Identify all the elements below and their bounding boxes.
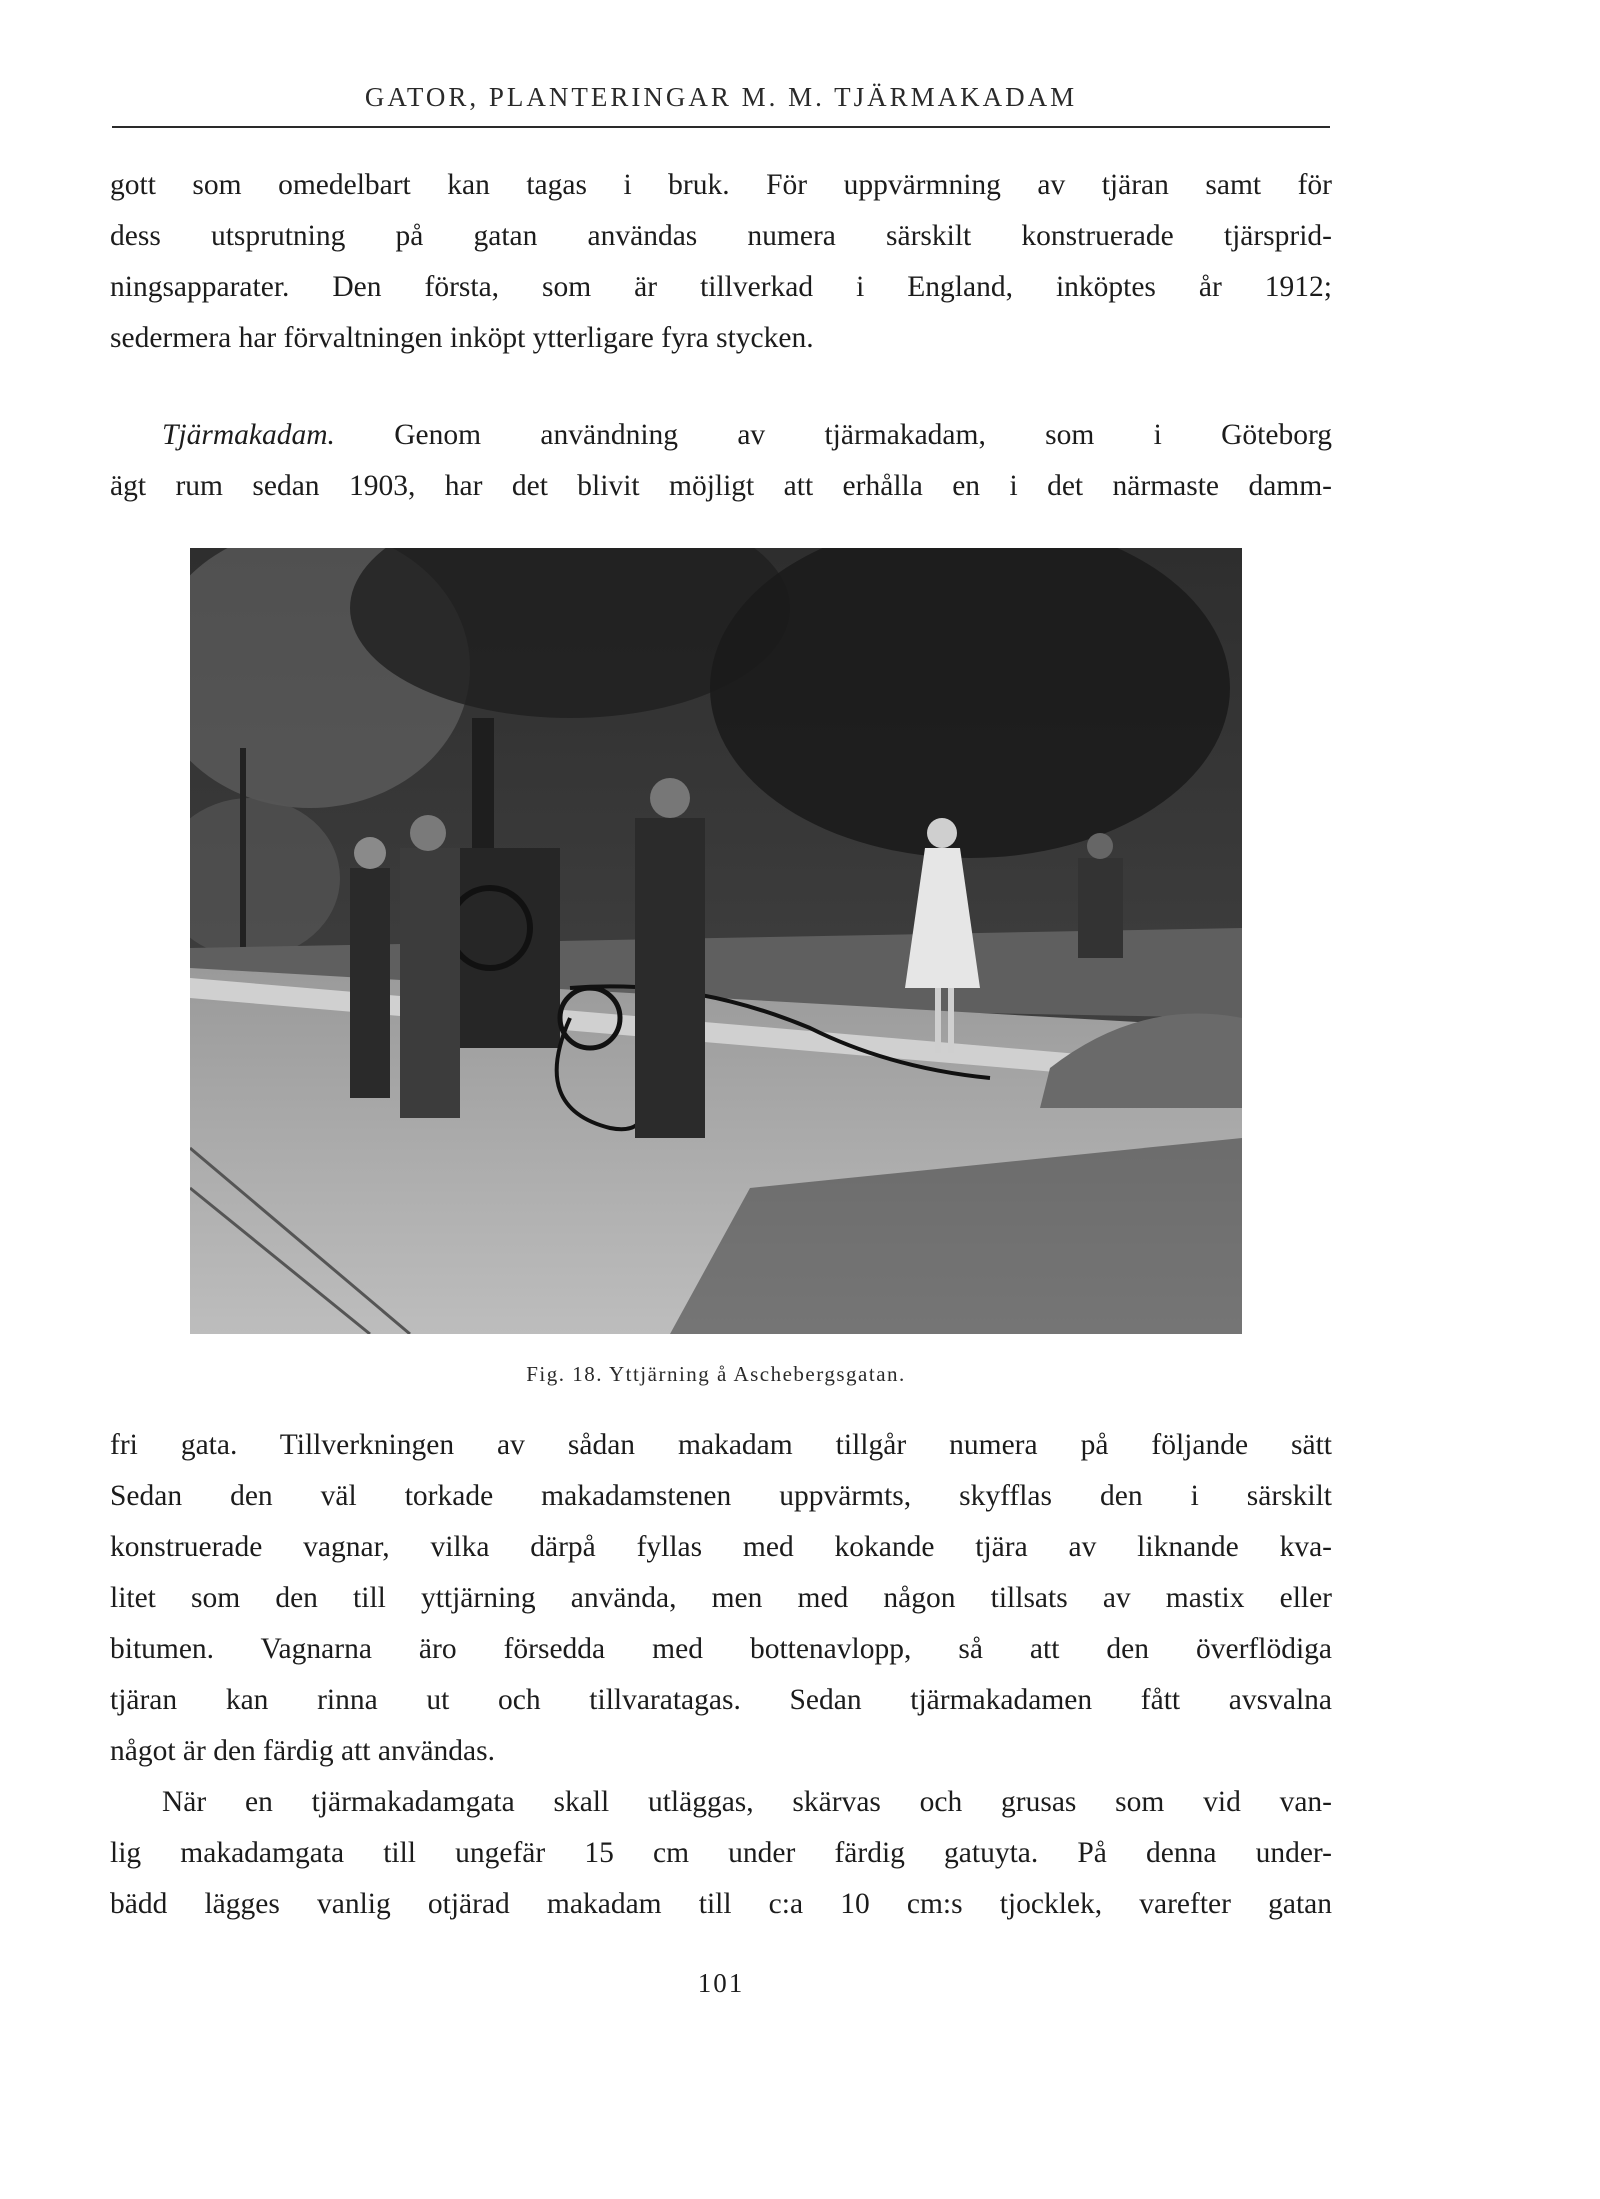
- text-line: gott som omedelbart kan tagas i bruk. För uppvärmning av tjäran samt för: [110, 169, 1332, 201]
- child-head: [927, 818, 957, 848]
- photograph-street-tarring: [190, 548, 1242, 1334]
- running-head: GATOR, PLANTERINGAR M. M. TJÄRMAKADAM: [364, 82, 1078, 112]
- worker-figure: [635, 818, 705, 1138]
- paragraph-tjarmakadam-intro: [110, 410, 1332, 512]
- worker-head: [354, 837, 386, 869]
- worker-figure: [400, 848, 460, 1118]
- text-line: ägt rum sedan 1903, har det blivit möjligt att erhålla en i det närmaste damm-: [110, 470, 1332, 502]
- worker-head: [650, 778, 690, 818]
- lamp-post: [240, 748, 246, 968]
- text-line: [110, 410, 1332, 461]
- section-heading: Tjärmakadam.: [162, 419, 335, 451]
- paragraph-manufacturing: [110, 1420, 1332, 1777]
- bystander-figure: [1078, 858, 1123, 958]
- text-line: bitumen. Vagnarna äro försedda med bottenavlopp, så att den överflödiga: [110, 1633, 1332, 1665]
- header-rule: [112, 126, 1330, 128]
- text-line: Sedan den väl torkade makadamstenen uppvärmts, skyfflas den i särskilt: [110, 1480, 1332, 1512]
- text-line-rest: Genom användning av tjärmakadam, som i Göteborg: [394, 419, 1333, 451]
- text-line: litet som den till yttjärning använda, men med någon tillsats av mastix eller: [110, 1582, 1332, 1614]
- text-line: När en tjärmakadamgata skall utläggas, skärvas och grusas som vid van-: [162, 1786, 1332, 1818]
- bystander-head: [1087, 833, 1113, 859]
- text-line: fri gata. Tillverkningen av sådan makadam tillgår numera på följande sätt: [110, 1429, 1332, 1461]
- text-line: ningsapparater. Den första, som är tillverkad i England, inköptes år 1912;: [110, 271, 1332, 303]
- text-line: tjäran kan rinna ut och tillvaratagas. Sedan tjärmakadamen fått avsvalna: [110, 1684, 1332, 1716]
- text-line: bädd lägges vanlig otjärad makadam till c:a 10 cm:s tjocklek, varefter gatan: [110, 1888, 1332, 1920]
- child-legs: [935, 988, 941, 1053]
- paragraph-tar-spraying: [110, 160, 1332, 364]
- child-legs: [948, 988, 954, 1053]
- photo-illustration: [190, 548, 1242, 1334]
- worker-head: [410, 815, 446, 851]
- text-line: dess utsprutning på gatan användas numera särskilt konstruerade tjärsprid-: [110, 220, 1332, 252]
- text-line: sedermera har förvaltningen inköpt ytterligare fyra stycken.: [110, 322, 814, 354]
- paragraph-laying: [110, 1777, 1332, 1930]
- figure-caption: Fig. 18. Yttjärning å Aschebergsgatan.: [526, 1362, 906, 1386]
- text-line: lig makadamgata till ungefär 15 cm under färdig gatuyta. På denna under-: [110, 1837, 1332, 1869]
- page-number: 101: [697, 1968, 745, 1998]
- text-line: konstruerade vagnar, vilka därpå fyllas med kokande tjära av liknande kva-: [110, 1531, 1332, 1563]
- worker-figure: [350, 868, 390, 1098]
- text-line: något är den färdig att användas.: [110, 1735, 495, 1767]
